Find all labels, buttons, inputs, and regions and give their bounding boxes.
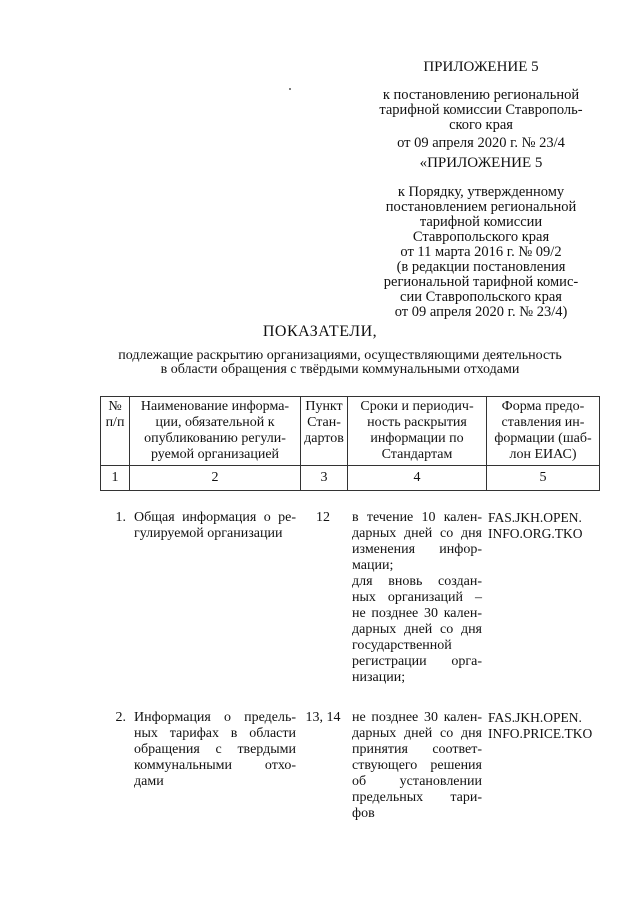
row-form-template [484,710,602,742]
appendix-line: тарифной комиссии Ставрополь- [379,102,583,118]
header-line: ции, обязательной к [155,415,275,430]
appendix-order-line: тарифной комиссии [419,214,543,230]
cell-line: ствующего решения [352,758,482,773]
row-number: 2. [115,710,126,725]
header-line: лон ЕИАС) [509,447,577,462]
appendix-order-line: постановлением региональной [385,199,577,215]
appendix-order-line: к Порядку, утвержденному [397,184,565,200]
cell-line: FAS.JKH.OPEN. [488,510,582,525]
document-subtitle [90,349,590,377]
row-info-name [130,710,300,790]
header-line: информации по [370,431,464,446]
appendix-line: от 09 апреля 2020 г. № 23/4 [397,135,565,151]
cell-line: принятия соответ- [352,742,482,757]
cell-line: дами [134,774,164,789]
subtitle-line: в области обращения с твёрдыми коммунальными отходами [160,362,520,377]
cell-line: дарных дней со дня [352,726,482,741]
appendix-order-line: Ставропольского края [412,229,550,245]
header-line: Стандартам [381,447,453,462]
cell-line: коммунальными отхо- [134,758,296,773]
document-title: ПОКАЗАТЕЛИ, [262,323,378,340]
cell-line: мации; [352,558,394,573]
cell-line: изменения инфор- [352,542,482,557]
cell-line: низации; [352,670,406,685]
cell-line: предельных тари- [352,790,482,805]
cell-line: не позднее 30 кален- [352,710,482,725]
header-line: п/п [105,415,125,430]
cell-line: регистрации орга- [352,654,482,669]
row-number: 1. [115,510,126,525]
row-info-name [130,510,300,542]
appendix-order-line: от 11 марта 2016 г. № 09/2 [400,244,562,260]
appendix-block [340,60,622,151]
appendix-order-line: (в редакции постановления [396,259,566,275]
cell-line: дарных дней со дня [352,526,482,541]
header-line: руемой организацией [150,447,280,462]
cell-line: государственной [352,638,452,653]
table-row [100,510,602,686]
row-clause: 12 [316,510,330,525]
scan-speck [289,88,291,90]
appendix-title: ПРИЛОЖЕНИЕ 5 [423,59,539,75]
header-line: опубликованию регули- [144,431,286,446]
appendix-order-line: региональной тарифной комис- [383,274,579,290]
appendix-line: ского края [449,117,513,133]
header-line: № [108,399,122,414]
header-line: Сроки и периодич- [360,399,474,414]
cell-line: дарных дней со дня [352,622,482,637]
row-clause: 13, 14 [305,710,341,725]
column-number: 2 [130,466,301,491]
appendix-order-line: сии Ставропольского края [400,289,562,305]
cell-line: INFO.PRICE.TKO [488,726,593,741]
cell-line: обращения с твердыми [134,742,296,757]
header-line: Пункт [305,399,343,414]
cell-line: INFO.ORG.TKO [488,526,583,541]
table-row [100,710,602,822]
header-info-name [130,397,301,466]
cell-line: гулируемой организации [134,526,283,541]
cell-line: FAS.JKH.OPEN. [488,710,582,725]
cell-line: для вновь создан- [352,574,482,589]
column-number: 4 [348,466,487,491]
row-terms [346,710,484,822]
appendix-order-block [340,156,622,320]
appendix-order-line: от 09 апреля 2020 г. № 23/4) [394,304,568,320]
column-number: 1 [101,466,130,491]
header-line: дартов [304,431,344,446]
cell-line: в течение 10 кален- [352,510,482,525]
header-terms [348,397,487,466]
cell-line: не позднее 30 кален- [352,606,482,621]
header-line: ность раскрытия [367,415,467,430]
column-number: 5 [487,466,600,491]
header-form [487,397,600,466]
cell-line: ных тарифах в области [134,726,296,741]
appendix-order-title: «ПРИЛОЖЕНИЕ 5 [419,155,543,171]
header-line: Наименование информа- [140,399,290,414]
header-clause [301,397,348,466]
header-number [101,397,130,466]
header-line: ставления ин- [501,415,585,430]
header-line: Стан- [307,415,341,430]
column-number: 3 [301,466,348,491]
indicators-table-header [100,396,600,491]
cell-line: Информация о предель- [134,710,296,725]
row-terms [346,510,484,686]
appendix-line: к постановлению региональной [382,87,580,103]
header-line: формации (шаб- [494,431,592,446]
subtitle-line: подлежащие раскрытию организациями, осуществляющими деятельность [118,348,562,363]
indicators-table-body [100,510,602,822]
row-form-template [484,510,602,542]
cell-line: об установлении [352,774,482,789]
cell-line: ных организаций – [352,590,482,605]
header-line: Форма предо- [501,399,585,414]
cell-line: фов [352,806,375,821]
cell-line: Общая информация о ре- [134,510,296,525]
